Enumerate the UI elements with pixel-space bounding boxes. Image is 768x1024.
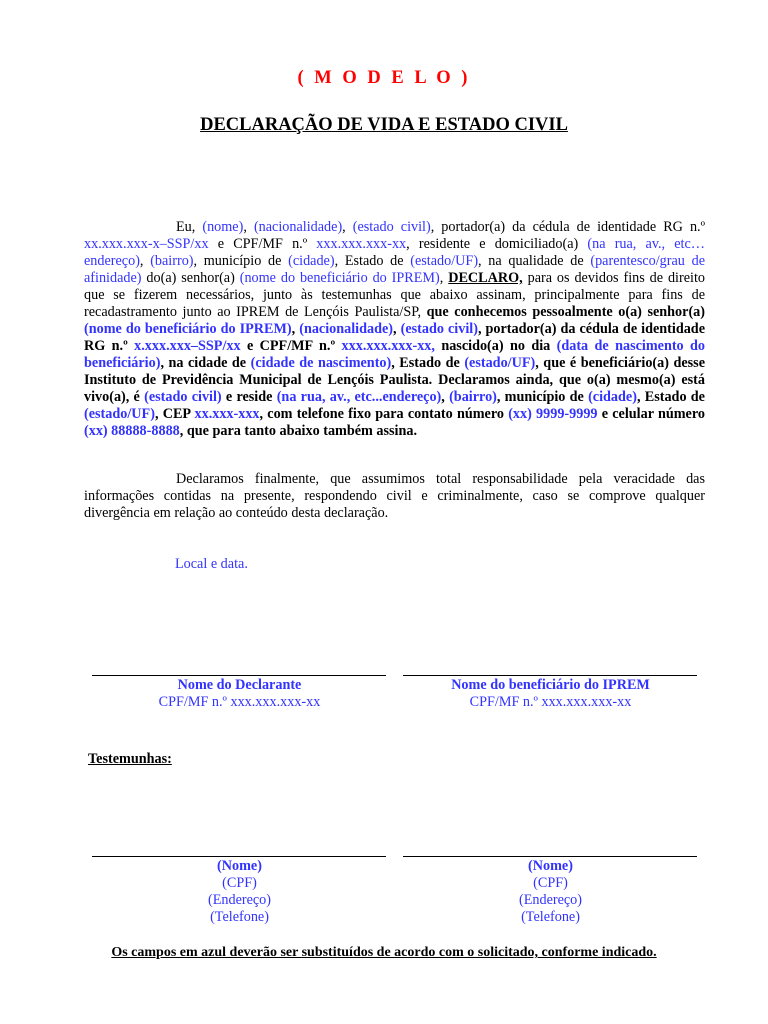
placeholder-field: xx.xxx-xxx	[194, 406, 260, 422]
witness-cpf: (CPF)	[533, 875, 568, 891]
witness-name: (Nome)	[528, 858, 573, 874]
declaration-text-run: que conhecemos pessoalmente o(a) senhor(a)	[426, 304, 705, 320]
declaration-text-run: , residente e domiciliado(a)	[406, 236, 588, 252]
responsibility-paragraph	[84, 471, 705, 522]
beneficiary-name-label: Nome do beneficiário do IPREM	[451, 677, 650, 693]
model-heading: ( M O D E L O )	[297, 68, 471, 88]
placeholder-field: xxx.xxx.xxx-xx	[316, 236, 407, 252]
declaration-text-run: e CPF/MF n.º	[240, 338, 342, 354]
placeholder-field: (na rua, av., etc… endereço)	[84, 236, 705, 269]
placeholder-field: (cidade)	[288, 253, 335, 269]
placeholder-field: (estado/UF)	[464, 355, 536, 371]
placeholder-field: (estado/UF)	[84, 406, 155, 422]
placeholder-field: x.xxx.xxx–SSP/xx	[134, 338, 241, 354]
placeholder-field: (nome)	[202, 219, 244, 235]
declaration-text-run: ,	[139, 253, 151, 269]
declaration-paragraph	[84, 219, 705, 440]
witness-phone: (Telefone)	[210, 909, 269, 925]
declaration-text-run: e CPF/MF n.º	[208, 236, 317, 252]
declaration-text-run: e reside	[221, 389, 277, 405]
declarant-signature-block	[92, 677, 387, 711]
declaration-text-run: para os devidos fins de direito que se fizerem necessários, junto às testemunhas que abaixo assinam, principalmente para fins de recadastramento junto ao IPREM de Lençóis Paulista/SP,	[84, 270, 705, 320]
placeholder-field: (nome do beneficiário do IPREM)	[84, 321, 292, 337]
witness-phone: (Telefone)	[521, 909, 580, 925]
placeholder-field: (estado/UF)	[410, 253, 479, 269]
declaration-text-run: nascido(a) no dia	[434, 338, 557, 354]
declaration-text-run: ,	[441, 389, 450, 405]
document-title: DECLARAÇÃO DE VIDA E ESTADO CIVIL	[200, 115, 568, 135]
declaration-text-run: , Estado de	[391, 355, 465, 371]
beneficiary-cpf-label: CPF/MF n.º xxx.xxx.xxx-xx	[469, 694, 632, 710]
placeholder-field: (bairro)	[449, 389, 497, 405]
declaration-text-run: DECLARO,	[448, 270, 523, 286]
placeholder-field: (xx) 9999-9999	[508, 406, 598, 422]
declaration-text-run: Eu,	[176, 219, 203, 235]
declarant-cpf-label: CPF/MF n.º xxx.xxx.xxx-xx	[158, 694, 321, 710]
placeholder-field: xx.xxx.xxx-x–SSP/xx	[84, 236, 209, 252]
place-and-date: Local e data.	[175, 556, 248, 572]
witness-2-signature-line	[403, 856, 697, 857]
declaration-text-run: ,	[342, 219, 353, 235]
declaration-text-run: e celular número	[597, 406, 705, 422]
placeholder-field: (estado civil)	[144, 389, 222, 405]
beneficiary-signature-line	[403, 675, 697, 676]
witness-address: (Endereço)	[207, 892, 271, 908]
declaration-text-run: , Estado de	[636, 389, 705, 405]
declaration-text-run: ,	[243, 219, 254, 235]
declaration-text-run: , com telefone fixo para contato número	[259, 406, 509, 422]
witness-address: (Endereço)	[518, 892, 582, 908]
witnesses-heading: Testemunhas:	[88, 751, 172, 767]
placeholder-field: (parentesco/grau de afinidade)	[84, 253, 705, 286]
responsibility-text: Declaramos finalmente, que assumimos total responsabilidade pela veracidade das informações contidas na presente, respondendo civil e criminalmente, caso se comprove qualquer divergência em relação ao conteúdo desta declaração.	[84, 471, 705, 521]
placeholder-field: (bairro)	[150, 253, 194, 269]
declarant-name-label: Nome do Declarante	[177, 677, 302, 693]
placeholder-field: (na rua, av., etc...endereço)	[276, 389, 442, 405]
placeholder-field: (nacionalidade)	[253, 219, 343, 235]
declaration-text-run: , CEP	[154, 406, 195, 422]
placeholder-field: (nacionalidade)	[299, 321, 394, 337]
declaration-text-run: , que para tanto abaixo também assina.	[179, 423, 418, 439]
beneficiary-signature-block	[403, 677, 698, 711]
declaration-text-run: , na qualidade de	[478, 253, 591, 269]
declaration-text-run: , município de	[193, 253, 289, 269]
declaration-text-run: , que é beneficiário(a) desse Instituto de Previdência Municipal de Lençóis Paulista. Declaramos ainda, que o(a) mesmo(a) está vivo(a), é	[84, 355, 705, 405]
footer-instruction: Os campos em azul deverão ser substituídos de acordo com o solicitado, conforme indicado.	[111, 945, 657, 960]
declaration-text-run: ,	[439, 270, 449, 286]
placeholder-field: (cidade)	[588, 389, 637, 405]
placeholder-field: (cidade de nascimento)	[250, 355, 392, 371]
declaration-text-run: ,	[393, 321, 401, 337]
declaration-text-run: , na cidade de	[160, 355, 251, 371]
placeholder-field: (estado civil)	[400, 321, 478, 337]
witness-cpf: (CPF)	[222, 875, 257, 891]
declaration-text-run: do(a) senhor(a)	[141, 270, 240, 286]
placeholder-field: (estado civil)	[352, 219, 431, 235]
placeholder-field: (data de nascimento do beneficiário)	[84, 338, 706, 371]
witness-name: (Nome)	[217, 858, 262, 874]
witness-1-signature-line	[92, 856, 386, 857]
placeholder-field: (xx) 88888-8888	[84, 423, 180, 439]
declaration-text-run: , portador(a) da cédula de identidade RG n.º	[430, 219, 706, 235]
declaration-text-run: ,	[291, 321, 300, 337]
declaration-text-run: , Estado de	[334, 253, 411, 269]
declarant-signature-line	[92, 675, 386, 676]
declaration-text-run: , portador(a) da cédula de identidade RG n.º	[84, 321, 705, 354]
witness-2-block	[403, 858, 698, 926]
placeholder-field: (nome do beneficiário do IPREM)	[239, 270, 440, 286]
declaration-text	[84, 219, 705, 439]
declaration-text-run: , município de	[496, 389, 589, 405]
placeholder-field: xxx.xxx.xxx-xx,	[341, 338, 435, 354]
witness-1-block	[92, 858, 387, 926]
